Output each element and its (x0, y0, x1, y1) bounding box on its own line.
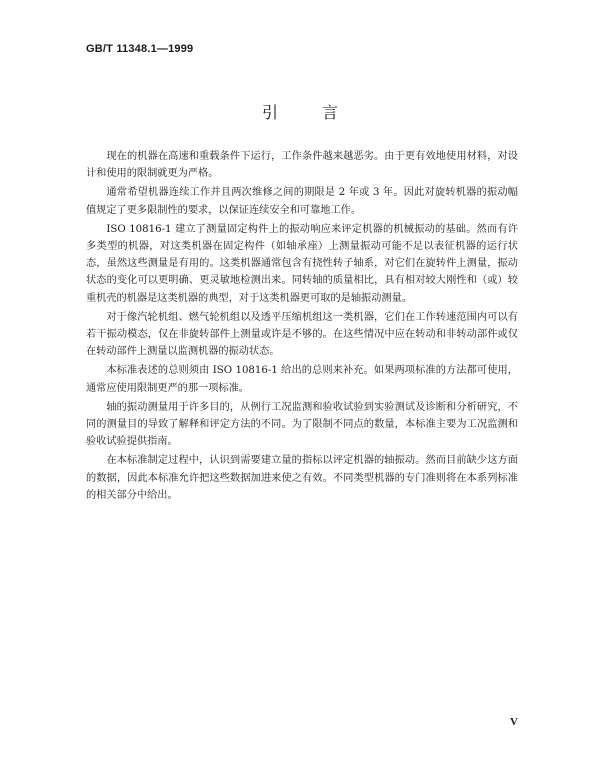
paragraph-1: 现在的机器在高速和重载条件下运行，工作条件越来越恶劣。由于更有效地使用材料，对设计和使用的限制就更为严格。 (86, 151, 518, 180)
paragraph-2: 通常希望机器连续工作并且两次维修之间的期限是 2 年或 3 年。因此对旋转机器的振动幅值规定了更多限制性的要求，以保证连续安全和可靠地工作。 (86, 187, 518, 216)
paragraph-3: ISO 10816-1 建立了测量固定构件上的振动响应来评定机器的机械振动的基础。然而有许多类型的机器，对这类机器在固定构件（如轴承座）上测量振动可能不足以表征机器的运行状态，虽然这些测量是有用的。这类机器通常包含有挠性转子轴系，对它们在旋转件上测量，振动状态的变化可以更明确、更灵敏地检测出来。同转轴的质量相比，具有相对较大刚性和（或）较重机壳的机器是这类机器的典型，对于这类机器更可取的是轴振动测量。 (86, 223, 518, 304)
page-number: V (510, 716, 518, 728)
paragraph-6: 轴的振动测量用于许多目的，从例行工况监测和验收试验到实验测试及诊断和分析研究，不同的测量目的导致了解释和评定方法的不同。为了限制不同点的数量，本标准主要为工况监测和验收试验提供指南。 (86, 401, 518, 448)
paragraph-7: 在本标准制定过程中，认识到需要建立量的指标以评定机器的轴振动。然而目前缺少这方面的数据，因此本标准允许把这些数据加进来使之有效。不同类型机器的专门准则将在本系列标准的相关部分中给出。 (86, 455, 518, 501)
paragraph-5: 本标准表述的总则须由 ISO 10816-1 给出的总则来补充。如果两项标准的方法都可使用，通常应使用限制更严的那一项标准。 (86, 365, 518, 394)
body-text (86, 148, 518, 506)
paragraph-4: 对于像汽轮机组、燃气轮机组以及透平压缩机组这一类机器，它们在工作转速范围内可以有若干振动模态，仅在非旋转部件上测量或许是不够的。在这些情况中应在转动和非转动部件或仅在转动部件上测量以监测机器的振动状态。 (86, 311, 518, 358)
document-code: GB/T 11348.1—1999 (86, 43, 194, 55)
section-title: 引言 (261, 103, 382, 122)
